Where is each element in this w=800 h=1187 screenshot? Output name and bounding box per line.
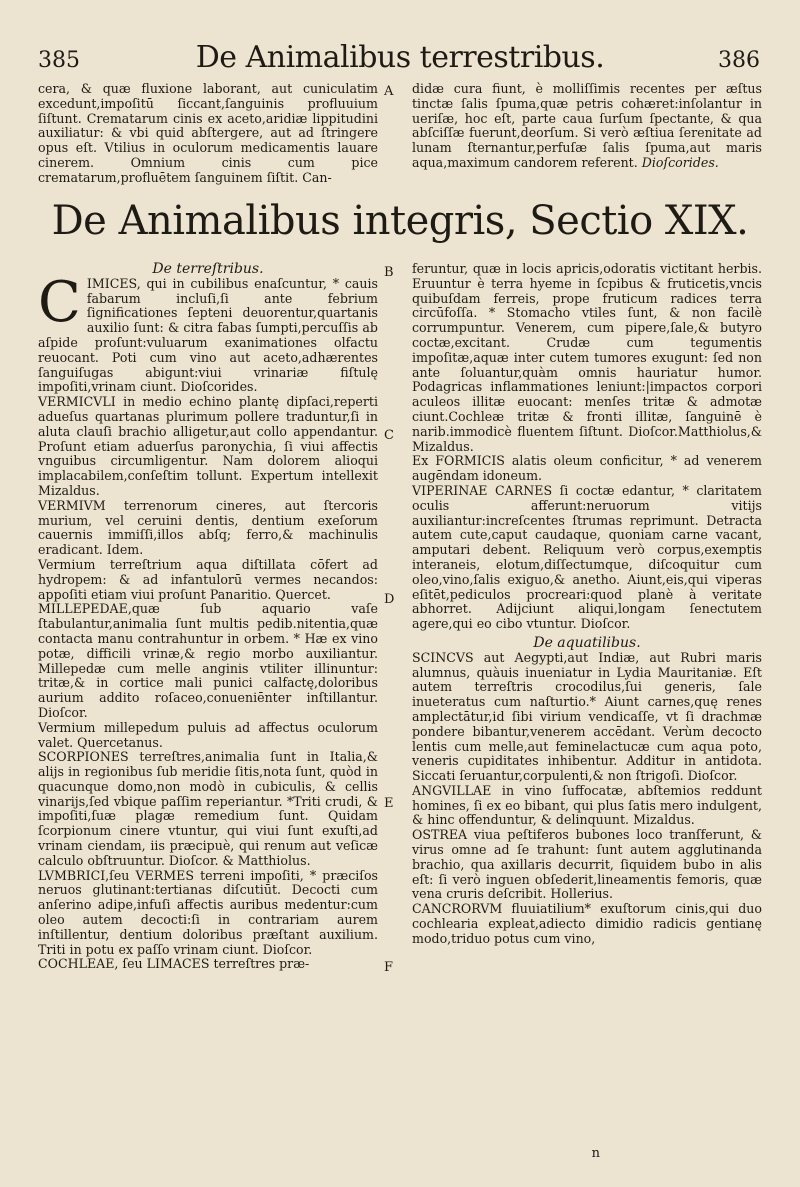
subhead-terrestrial: De terreſtribus. [152, 261, 264, 277]
para-lumbrici: LVMBRICI,ſeu VERMES terreni impoſiti, * præciſos neruos glutinant:tertianas diſcutiūt. Decocti cum anſerino adipe,infuſi affectis auribus medentur:cum oleo autem decocti:ſi in contrariam aurem inſtillentur, dentium doloribus præſtant auxilium. Triti in potu ex paſſo vrinam ciunt. Dioſcor. [38, 867, 378, 957]
para-cimices-text: IMICES, qui in cubilibus enaſcuntur, * cauis fabarum incluſi,ſi ante febrium ſignificationes ſepteni deuorentur,quartanis auxilio ſunt: & citra fabas ſumpti,percuſſis ab aſpide proſunt:vuluarum exanimationes olfactu reuocant. Poti cum vino aut aceto,adhærentes ſanguiſugas abigunt:viui vrinariæ fiſtulę impoſiti,vrinam ciunt. Dioſcorides. [38, 275, 378, 395]
para-scincus: SCINCVS aut Aegypti,aut Indiæ, aut Rubri maris alumnus, quàuis inueniatur in Lydia Mauritaniæ. Eſt autem terreſtris crocodilus,ſui generis, ſale inueteratus cum naſturtio.* Aiunt carnes,quę renes amplectātur,id ſibi virium vendicaſſe, vt ſi drachmæ pondere bibantur,venerem accēdant. Verùm decocto lentis cum melle,aut feminelactucæ cum aqua poto, veneris cupiditates inhibentur. Additur in antidota. Siccati ſeruantur,corpulenti,& non ſtrigoſi. Dioſcor. [412, 649, 762, 784]
top-right-text [412, 82, 762, 171]
top-left-column [38, 82, 378, 186]
margin-letter-b: B [384, 265, 394, 280]
margin-letter-d: D [384, 592, 395, 607]
top-left-text: cera, & quæ fluxione laborant, aut cuniculatim excedunt,impoſitū ſiccant,ſanguinis profluuium ſiſtunt. Crematarum cinis ex aceto,aridiæ lippitudini auxiliatur: & vbi quid abſtergere, aut ad ſtringere opus eſt. Vtilius in oculorum medicamentis lauare cinerem. Omnium cinis cum pice crematarum,profluētem ſanguinem ſiſtit. Can- [38, 81, 378, 185]
para-cancrorum: CANCRORVM fluuiatilium* exuſtorum cinis,qui duo cochlearia expleat,adiecto dimidio radicis gentianę modo,triduo potus cum vino, [412, 901, 762, 946]
catchword: n [591, 1146, 600, 1161]
para-anguillae: ANGVILLAE in vino ſuffocatæ, abſtemios reddunt homines, ſi ex eo bibant, qui plus ſatis mero indulgent, & hinc offenduntur, & delinquunt. Mizaldus. [412, 782, 762, 828]
para-viperinae: VIPERINAE CARNES ſi coctæ edantur, * claritatem oculis afferunt:neruorum vitijs auxiliantur:increſcentes ſtrumas reprimunt. Detracta autem cute,caput caudaque, quoniam carne vacant, amputari debent. Reliquum verò corpus,exemptis interaneis, elotum,diſſectumque, diſcoquitur cum oleo,vino,ſalis exiguo,& anetho. Aiunt,eis,qui viperas eſitēt,pediculos procreari:quod planè à veritate abhorret. Adijciunt aliqui,longam ſenectutem agere,qui eo cibo vtuntur. Dioſcor. [412, 482, 762, 632]
drop-cap: C [38, 269, 81, 335]
para-formicis: Ex FORMICIS alatis oleum conficitur, * ad venerem augēndam idoneum. [412, 453, 762, 484]
para-vermium-aqua: Vermium terreſtrium aqua diſtillata cōfert ad hydropem: & ad infantulorū vermes necandos: appoſiti etiam viui proſunt Panaritio. Quercet. [38, 556, 378, 602]
margin-letter-a: A [384, 84, 394, 99]
section-title: De Animalibus integris, Sectio XIX. [51, 198, 749, 244]
margin-letter-f: F [384, 960, 394, 975]
subhead-aquatic: De aquatilibus. [533, 634, 641, 651]
para-scorpiones: SCORPIONES terreſtres,animalia ſunt in Italia,& alijs in regionibus ſub meridie ſitis,nota ſunt, quòd in quacunque domo,non modò in cubiculis, & cellis vinarijs,ſed vbique paſſim reperiantur. *Triti crudi, & impoſiti,ſuæ plagæ remedium ſunt. Quidam ſcorpionum cinere vtuntur, qui viui ſunt exuſti,ad vrinam ciendam, iis præcipuè, qui renum aut veſicæ calculo obſtruuntur. Dioſcor. & Matthiolus. [38, 749, 378, 868]
para-vermium: VERMIVM terrenorum cineres, aut ſtercoris murium, vel ceruini dentis, dentium exeſorum cauernis immiſſi,illos abſq; ferro,& machinulis eradicant. Idem. [38, 497, 378, 558]
page-number-left: 385 [38, 48, 80, 73]
top-right-body: didæ cura fiunt, è molliſſimis recentes per æſtus tinctæ ſalis ſpuma,quæ petris cohæret:inſolantur in ueriſæ, hoc eſt, parte caua ſurſum ſpectante, & qua abſciſſæ fuerunt,deorſum. Si verò æſtiua ſerenitate ad lunam ſternantur,perfuſæ ſalis ſpuma,aut maris aqua,maximum candorem referent. [412, 81, 762, 170]
margin-letter-e: E [384, 796, 394, 811]
para-cochleae-cont: feruntur, quæ in locis apricis,odoratis victitant herbis. Eruuntur è terra hyeme in ſcpibus & fruticetis,vncis quibuſdam ferreis, prope fruticum radices terra circūfoſſa. * Stomacho vtiles ſunt, & non facilè corrumpuntur. Venerem, cum pipere,ſale,& butyro coctæ,excitant. Crudæ cum tegumentis impoſitæ,aquæ inter cutem tumores exugunt: ſed non ante ſoluantur,quàm omnis hauriatur humor. Podagricas inflammationes leniunt:|impactos corpori aculeos illitæ euocant: menſes tritæ & admotæ ciunt.Cochleæ tritæ & fronti illitæ, ſanguinē è narib.immodicè fluentem ſiſtunt. Dioſcor.Matthiolus,& Mizaldus. [412, 261, 762, 454]
top-right-author: Dioſcorides. [641, 154, 719, 170]
right-column [412, 262, 762, 947]
para-millepedae: MILLEPEDAE,quæ ſub aquario vaſe ſtabulantur,animalia ſunt multis pedib.nitentia,quæ contacta manu contrahuntur in orbem. * Hæ ex vino potæ, difficili vrinæ,& regio morbo auxiliantur. Millepedæ cum melle anginis vtiliter illinuntur: tritæ,& in cortice mali punici calfactę,doloribus aurium addito roſaceo,conueniēnter inſtillantur. Dioſcor. [38, 601, 378, 720]
page-header [0, 40, 800, 80]
para-cochleae: COCHLEAE, ſeu LIMACES terreſtres præ- [38, 956, 310, 972]
top-right-column [412, 82, 762, 171]
running-title: De Animalibus terrestribus. [195, 40, 605, 75]
para-ostrea: OSTREA viua peſtiferos bubones loco tranſferunt, & virus omne ad ſe trahunt: ſunt autem agglutinanda brachio, qua axillaris decurrit, ſiquidem bubo in alis eſt: ſi verò inguen obſederit,lineamentis femoris, quæ vena cruris deſcribit. Hollerius. [412, 827, 762, 902]
para-vermiculi: VERMICVLI in medio echino plantę dipſaci,reperti adueſus quartanas plurimum pollere traduntur,ſi in aluta clauſi brachio alligetur,aut collo appendantur. Proſunt etiam aduerſus paronychia, ſi viui affectis vnguibus circumligentur. Nam dolorem alioqui implacabilem,conſeſtim tollunt. Expertum intellexit Mizaldus. [38, 394, 378, 498]
page-number-right: 386 [718, 48, 760, 73]
left-column [38, 262, 378, 972]
margin-letter-c: C [384, 428, 394, 443]
para-millepedum: Vermium millepedum puluis ad affectus oculorum valet. Quercetanus. [38, 719, 378, 750]
